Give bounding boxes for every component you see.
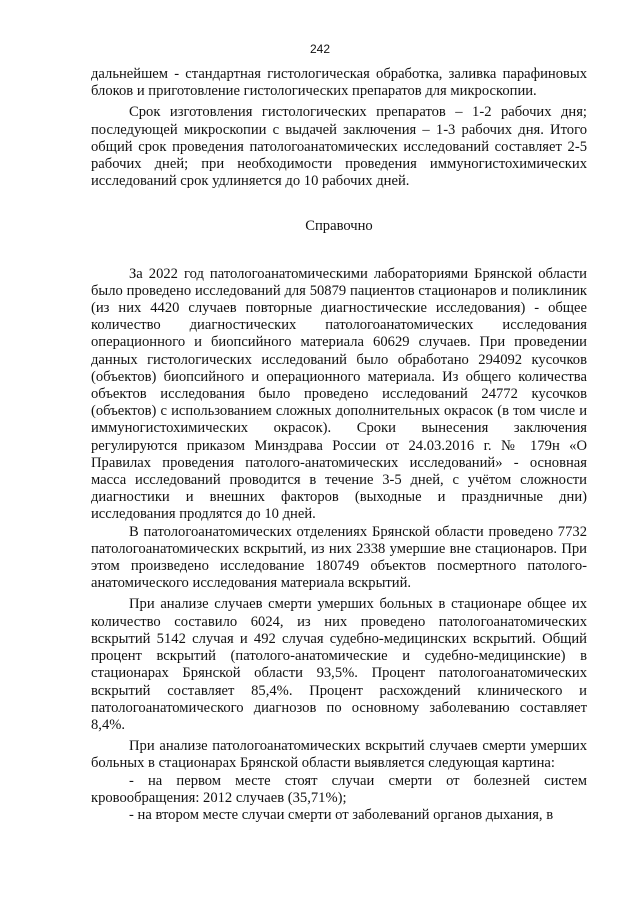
paragraph-continuation: дальнейшем - стандартная гистологическая обработка, заливка парафиновых блоков и приготовление гистологических препаратов для микроскопии.	[91, 66, 587, 100]
list-item-first-place: - на первом месте стоят случаи смерти от болезней систем кровообращения: 2012 случаев (35,71%);	[91, 772, 587, 806]
document-body	[91, 66, 587, 824]
paragraph-hospital-deaths: При анализе случаев смерти умерших больных в стационаре общее их количество составило 6024, из них проведено патологоанатомических вскрытий 5142 случая и 492 случая судебно-медицинских вскрытий. Общий процент вскрытий (патолого-анатомические и судебно-медицинские) в стационарах Брянской области 93,5%. Процент патологоанатомических вскрытий составляет 85,4%. Процент расхождений клинического и патологоанатомического диагнозов по основному заболеванию составляет 8,4%.	[91, 596, 587, 733]
paragraph-processing-time: Срок изготовления гистологических препаратов – 1-2 рабочих дня; последующей микроскопии с выдачей заключения – 1-3 рабочих дня. Итого общий срок проведения патологоанатомических исследований составляет 2-5 рабочих дней; при необходимости проведения иммуногистохимических исследований срок удлиняется до 10 рабочих дней.	[91, 104, 587, 190]
list-item-second-place: - на втором месте случаи смерти от заболеваний органов дыхания, в	[129, 806, 554, 823]
paragraph-analysis-intro: При анализе патологоанатомических вскрытий случаев смерти умерших больных в стационарах Брянской области выявляется следующая картина:	[91, 738, 587, 772]
paragraph-autopsy-statistics: В патологоанатомических отделениях Брянской области проведено 7732 патологоанатомических вскрытий, из них 2338 умершие вне стационаров. При этом произведено исследование 180749 объектов посмертного патолого-анатомического исследования материала вскрытий.	[91, 523, 587, 592]
paragraph-lab-statistics: За 2022 год патологоанатомическими лабораториями Брянской области было проведено исследований для 50879 пациентов стационаров и поликлиник (из них 4420 случаев повторные диагностические исследования) - общее количество диагностических патологоанатомических исследования операционного и биопсийного материала 60629 случаев. При проведении данных гистологических исследований было обработано 294092 кусочков (объектов) биопсийного и операционного материала. Из общего количества объектов исследования было проведено исследований 24772 кусочков (объектов) с использованием сложных дополнительных окрасок (в том числе и иммуногистохимических окрасок). Сроки вынесения заключения регулируются приказом Минздрава России от 24.03.2016 г. № 179н «О Правилах проведения патолого-анатомических исследований» - основная масса исследований проводится в течение 3-5 дней, с учётом сложности диагностики и внешних факторов (выходные и праздничные дни) исследования продлятся до 10 дней.	[91, 265, 587, 523]
section-heading: Справочно	[305, 218, 373, 235]
page-number: 242	[309, 42, 331, 56]
